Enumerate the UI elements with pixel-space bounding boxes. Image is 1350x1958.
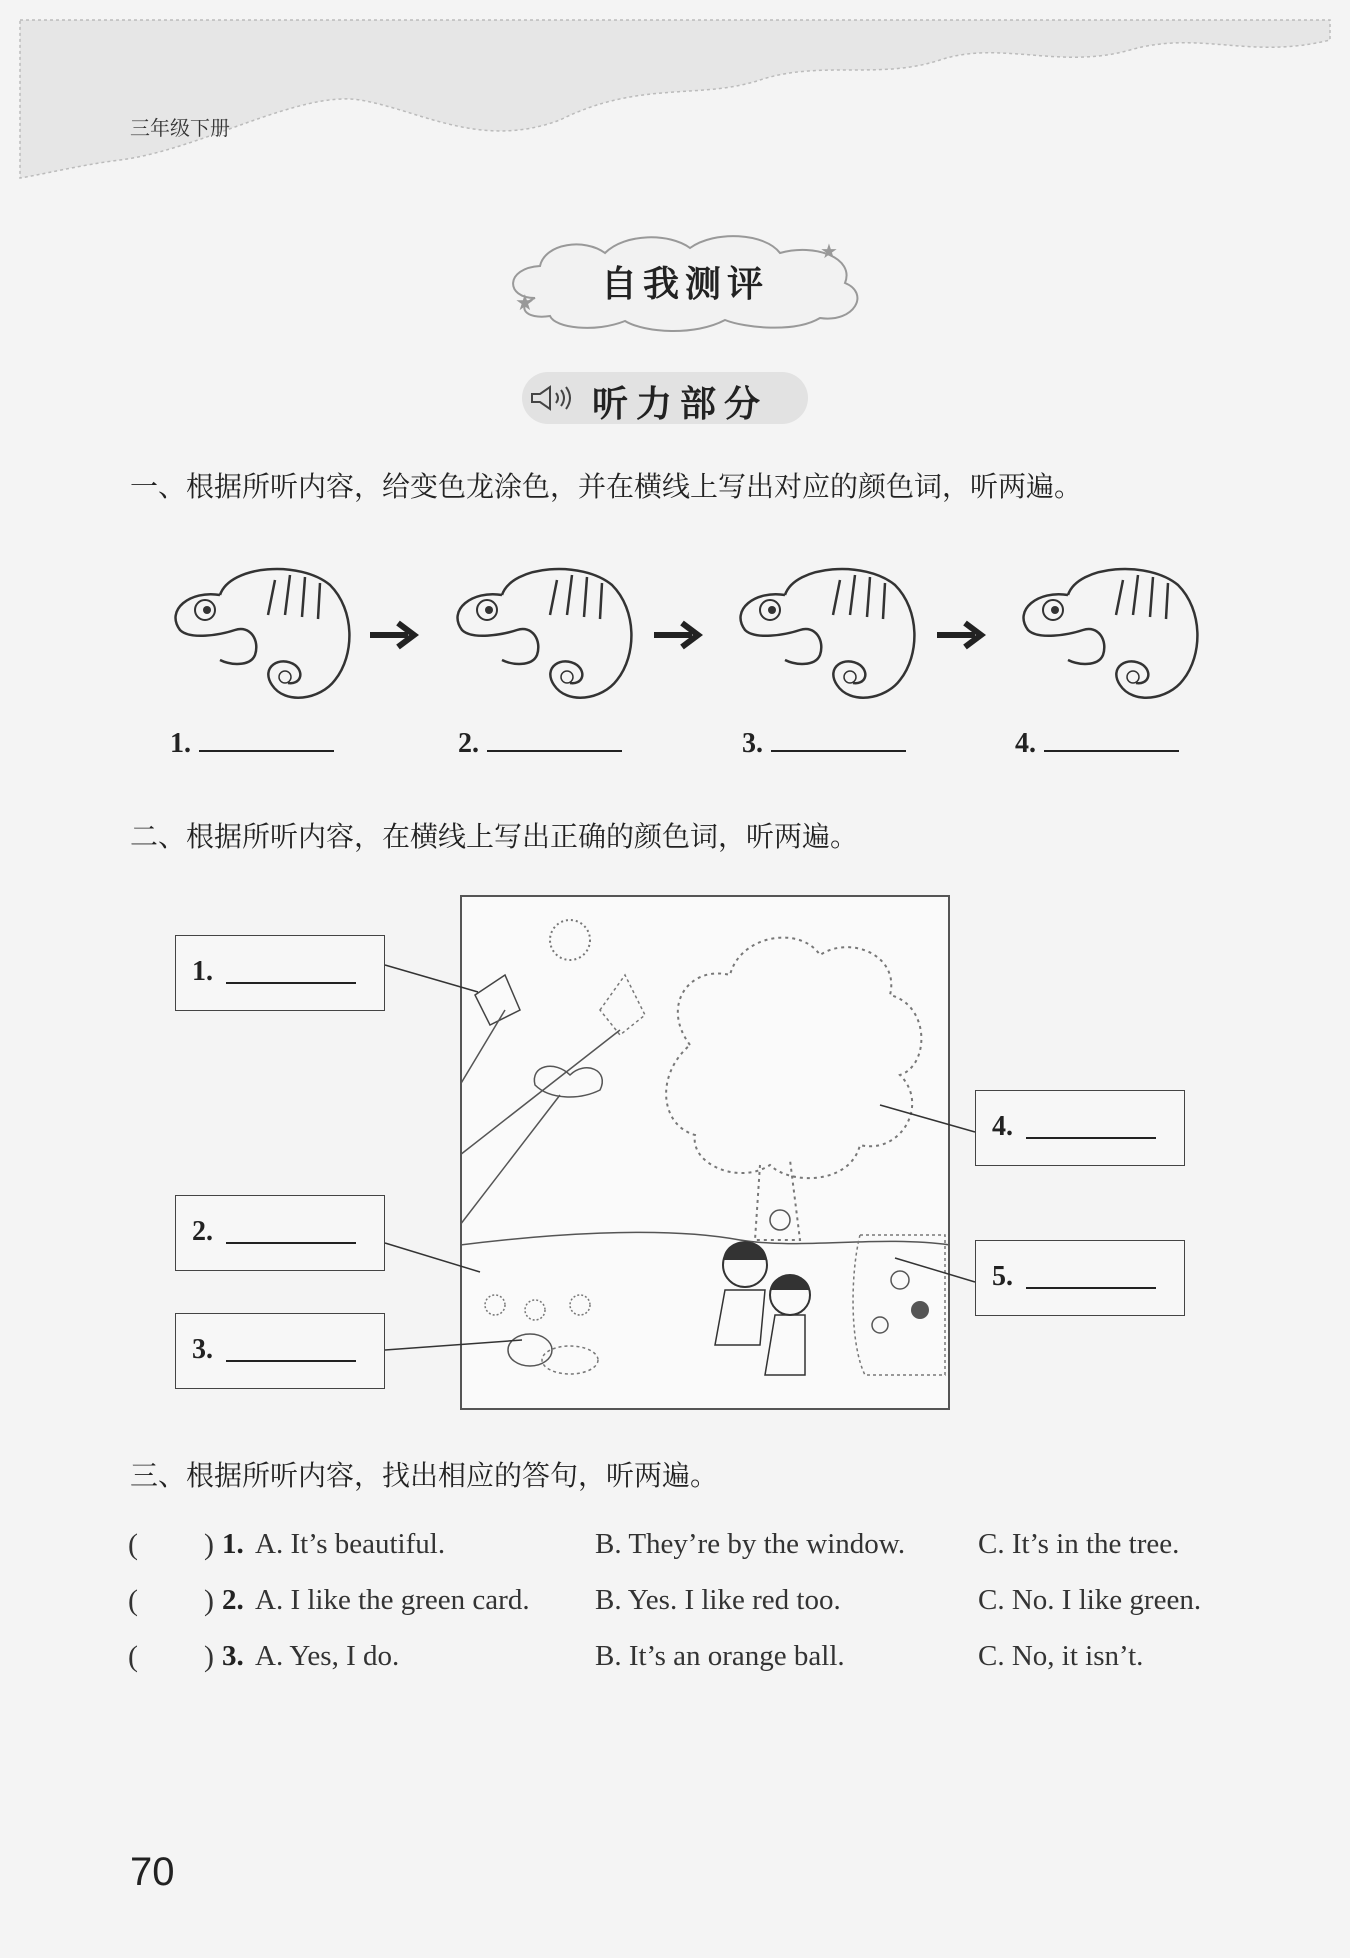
option-b: B. They’re by the window. <box>595 1528 906 1560</box>
label-box-1[interactable]: 1. <box>175 935 385 1011</box>
option-a: A. Yes, I do. <box>255 1640 400 1672</box>
option-c: C. No. I like green. <box>978 1584 1202 1616</box>
cloud-banner <box>0 0 1350 200</box>
svg-text:★: ★ <box>820 239 838 263</box>
chameleon-2 <box>442 555 642 715</box>
answer-paren-close: ) <box>204 1584 214 1617</box>
option-b: B. Yes. I like red too. <box>595 1584 841 1616</box>
option-c: C. No, it isn’t. <box>978 1640 1144 1672</box>
chameleon-3 <box>725 555 925 715</box>
answer-blank-4[interactable]: 4. <box>1015 728 1179 760</box>
part3-instruction: 三、根据所听内容，找出相应的答句，听两遍。 <box>130 1459 719 1492</box>
arrow-icon <box>935 615 991 655</box>
arrow-icon <box>652 615 708 655</box>
option-a: A. It’s beautiful. <box>255 1528 446 1560</box>
grade-label: 三年级下册 <box>130 116 230 140</box>
label-box-2[interactable]: 2. <box>175 1195 385 1271</box>
label-box-3[interactable]: 3. <box>175 1313 385 1389</box>
question-number: 1. <box>222 1528 244 1560</box>
label-box-5[interactable]: 5. <box>975 1240 1185 1316</box>
answer-blank-2[interactable]: 2. <box>458 728 622 760</box>
arrow-icon <box>368 615 424 655</box>
page-number: 70 <box>130 1850 175 1894</box>
svg-text:★: ★ <box>515 291 535 316</box>
page-title: 自我测评 <box>600 264 769 305</box>
option-a: A. I like the green card. <box>255 1584 530 1616</box>
chameleon-4 <box>1008 555 1208 715</box>
answer-paren-open[interactable]: ( <box>128 1528 138 1561</box>
answer-paren-close: ) <box>204 1640 214 1673</box>
option-c: C. It’s in the tree. <box>978 1528 1180 1560</box>
answer-paren-close: ) <box>204 1528 214 1561</box>
answer-paren-open[interactable]: ( <box>128 1584 138 1617</box>
label-box-4[interactable]: 4. <box>975 1090 1185 1166</box>
answer-blank-3[interactable]: 3. <box>742 728 906 760</box>
speaker-icon <box>528 384 576 412</box>
question-number: 3. <box>222 1640 244 1672</box>
answer-paren-open[interactable]: ( <box>128 1640 138 1673</box>
part2-instruction: 二、根据所听内容，在横线上写出正确的颜色词，听两遍。 <box>130 820 859 853</box>
chameleon-1 <box>160 555 360 715</box>
option-b: B. It’s an orange ball. <box>595 1640 845 1672</box>
park-scene-illustration <box>460 895 950 1410</box>
question-number: 2. <box>222 1584 244 1616</box>
part1-instruction: 一、根据所听内容，给变色龙涂色，并在横线上写出对应的颜色词，听两遍。 <box>130 470 1083 503</box>
answer-blank-1[interactable]: 1. <box>170 728 334 760</box>
listening-section-title: 听力部分 <box>592 383 769 425</box>
